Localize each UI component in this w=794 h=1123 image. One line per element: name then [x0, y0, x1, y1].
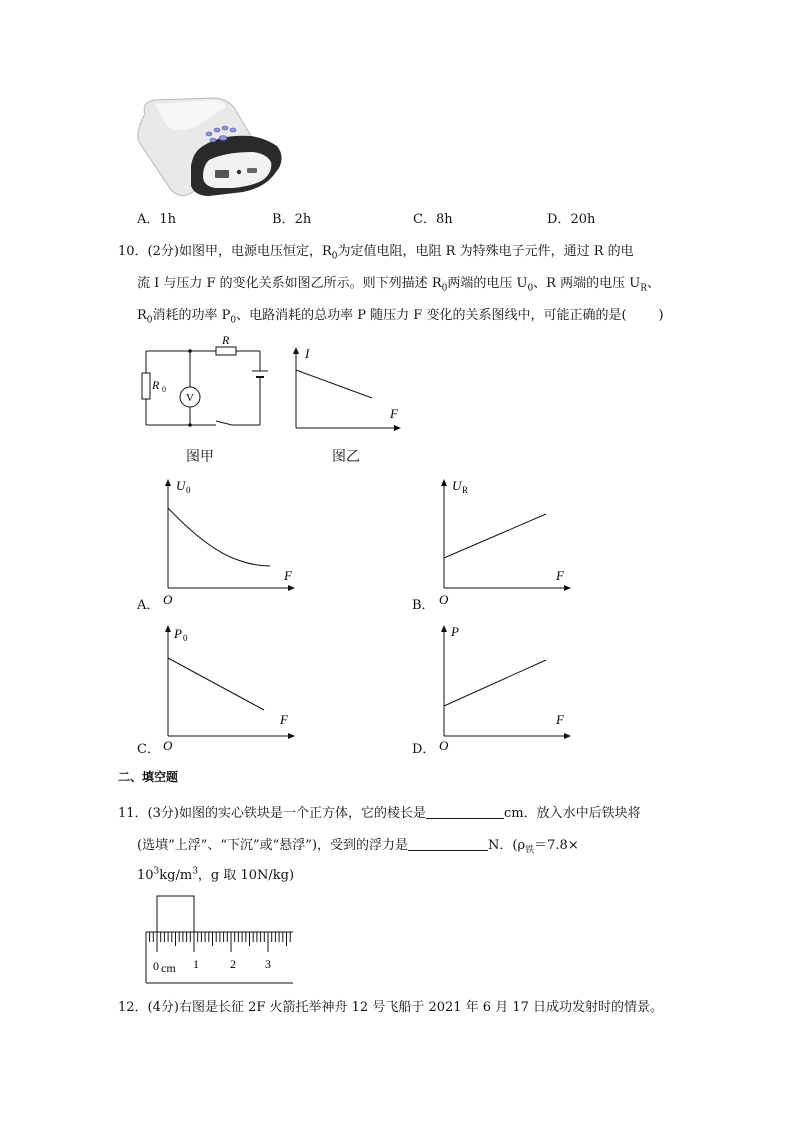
q10-line-2: 流 I 与压力 F 的变化关系如图乙所示。则下列描述 $R_0$两端的电压 $U_0$、R 两端的电压 $U_R$、	[137, 276, 660, 294]
svg-text:F: F	[390, 406, 398, 421]
svg-text:0: 0	[183, 633, 188, 643]
answer-blank-1	[426, 818, 504, 819]
q11-line-1: 11．(3分)如图的实心铁块是一个正方体，它的棱长是 cm．放入水中后铁块将	[118, 806, 641, 821]
svg-text:P: P	[451, 624, 459, 639]
graph-b	[434, 476, 574, 608]
svg-text:O: O	[163, 738, 173, 752]
option-d: D．20h	[547, 212, 596, 227]
circuit-diagram	[138, 335, 268, 435]
option-a: A．1h	[137, 212, 177, 227]
svg-text:1: 1	[193, 957, 199, 971]
graph-a	[158, 476, 298, 608]
section-title: 二、填空题	[118, 770, 179, 784]
svg-text:O: O	[439, 592, 449, 607]
svg-text:F: F	[284, 568, 292, 583]
svg-text:P: P	[174, 626, 182, 641]
graph-c-letter: C．	[137, 742, 160, 757]
fig-yi-caption: 图乙	[332, 449, 360, 465]
q11-line-3: $10^3kg/m^3$，g 取 10N/kg)	[137, 866, 295, 883]
graph-d	[434, 622, 574, 752]
circuit-r0-label: R	[152, 378, 160, 392]
ruler-with-cube	[143, 893, 295, 985]
q11-line-2: (选填“上浮”、“下沉”或“悬浮”)，受到的浮力是 N．($\rho_铁=7.8\times$	[137, 838, 579, 856]
svg-text:R: R	[462, 485, 469, 495]
q10-line-1: 10．(2分)如图甲，电源电压恒定，$R_0$为定值电阻，电阻 R 为特殊电子元件，通过 R 的电	[118, 244, 634, 262]
svg-text:2: 2	[230, 957, 236, 971]
svg-text:U: U	[176, 478, 186, 493]
graph-a-letter: A．	[137, 598, 160, 613]
power-bank-image	[133, 96, 285, 200]
graph-i-f	[290, 344, 405, 434]
svg-text:F: F	[556, 712, 564, 727]
svg-text:U: U	[452, 478, 462, 493]
svg-text:3: 3	[265, 957, 271, 971]
option-c: C．8h	[413, 212, 453, 227]
graph-b-letter: B．	[412, 598, 435, 613]
svg-text:O: O	[163, 592, 173, 607]
fig-jia-caption: 图甲	[186, 449, 214, 465]
answer-blank-2	[408, 850, 488, 851]
svg-text:cm: cm	[161, 961, 176, 975]
svg-text:0: 0	[153, 959, 159, 973]
option-b: B．2h	[272, 212, 312, 227]
q12-line-1: 12．(4分)右图是长征 2F 火箭托举神舟 12 号飞船于 2021 年 6 月 17 日成功发射时的情景。	[118, 1000, 664, 1015]
svg-text:O: O	[439, 738, 449, 752]
q10-line-3: $R_0$消耗的功率 $P_0$、电路消耗的总功率 P 随压力 F 变化的关系图线中，可能正确的是( )	[137, 308, 664, 326]
voltmeter-label: V	[186, 392, 194, 404]
svg-text:F: F	[280, 712, 288, 727]
graph-c	[158, 622, 298, 752]
circuit-r-label: R	[222, 335, 230, 347]
svg-text:0: 0	[162, 385, 166, 394]
svg-text:I: I	[305, 346, 310, 361]
graph-d-letter: D．	[412, 742, 436, 757]
svg-text:0: 0	[186, 485, 191, 495]
svg-text:F: F	[556, 568, 564, 583]
